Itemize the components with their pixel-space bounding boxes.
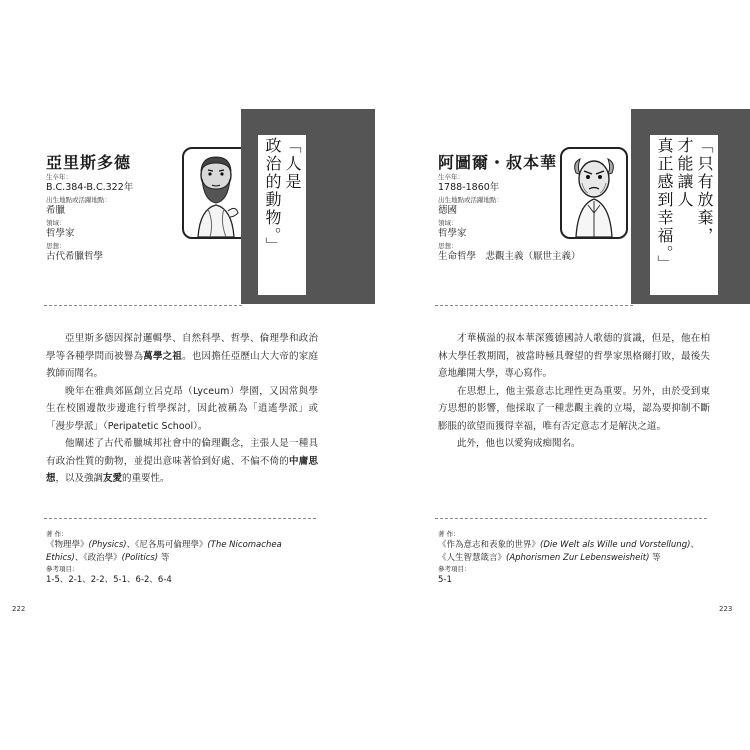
divider-top (435, 305, 633, 306)
references (438, 529, 718, 587)
ref-value: 1-5、2-1、2-2、5-1、6-2、6-4 (46, 575, 172, 585)
ref-label: 參考項目： (438, 565, 471, 573)
para3-bold-2: 友愛 (103, 473, 123, 484)
divider-bottom (44, 518, 316, 519)
philosopher-name: 亞里斯多德 (46, 153, 132, 172)
field-label: 領域： (438, 219, 458, 227)
page-number: 222 (12, 605, 26, 613)
body-text (46, 330, 318, 488)
works-suffix: 等 (158, 552, 170, 563)
school-label: 思想： (46, 242, 66, 250)
paragraph-2: 在思想上，他主張意志比理性更為重要。另外，由於受到東方思想的影響，他採取了一種悲觀主義的立場，認為要抑制不斷膨脹的欲望而獲得幸福，唯有否定意志才是解決之道。 (438, 385, 710, 432)
work-1-en: (Physics) (88, 540, 127, 550)
work-2: 、《尼各馬可倫理學》 (126, 540, 208, 550)
born-label: 生卒年： (46, 173, 72, 181)
aristotle-portrait-icon (184, 149, 248, 237)
ref-label: 參考項目： (46, 565, 79, 573)
school-value: 古代希臘哲學 (46, 251, 104, 262)
paragraph-3: 此外，他也以愛狗成痴聞名。 (457, 438, 581, 449)
para1-text: 亞里斯多德因探討邏輯學、自然科學、哲學、倫理學和政治學等各種學問而被譽為 (46, 333, 318, 362)
paragraph-2: 晚年在雅典郊區創立呂克昂（Lyceum）學園，又因常與學生在校園邊散步邊進行哲學探討，因此被稱為「逍遙學派」或「漫步學派」（Peripatetic School）。 (46, 385, 318, 432)
para3-text: 他闡述了古代希臘城邦社會中的倫理觀念，主張人是一種具有政治性質的動物，並提出意味著恰到好處、不偏不倚的 (46, 438, 318, 467)
aristotle-portrait (182, 147, 250, 239)
born-value: B.C.384-B.C.322年 (46, 182, 134, 193)
right-page (375, 0, 750, 750)
work-1: 《物理學》 (46, 540, 89, 550)
field-value: 哲學家 (438, 228, 467, 239)
quote-line-3: 真正感到幸福。」 (655, 137, 674, 273)
works-value (438, 539, 718, 564)
para1-bold: 萬學之祖 (143, 350, 183, 362)
born-value: 1788-1860年 (438, 182, 500, 193)
place-value: 希臘 (46, 205, 66, 216)
quote-line-1: 「人是 (283, 137, 302, 191)
place-value: 德國 (438, 205, 458, 216)
school-value: 生命哲學 悲觀主義（厭世主義） (438, 251, 581, 262)
school-label: 思想： (438, 242, 458, 250)
philosopher-meta (46, 173, 166, 265)
divider-top (44, 305, 242, 306)
divider-bottom (435, 518, 707, 519)
references (46, 529, 321, 587)
field-value: 哲學家 (46, 228, 75, 239)
quote-line-2: 政治的動物。」 (263, 137, 282, 255)
page-number: 223 (719, 605, 733, 613)
work-1-sep: 、 (690, 540, 699, 550)
quote-line-2: 才能讓人 (675, 137, 694, 209)
born-label: 生卒年： (438, 173, 464, 181)
quote (258, 135, 306, 295)
place-label: 出生地點或活躍地點： (438, 196, 503, 204)
work-2: 《人生智慧箴言》 (438, 552, 507, 563)
work-3: 、《政治學》 (74, 552, 122, 563)
para1-text-end: 。也因擔任亞歷山大大帝的家庭教師而聞名。 (46, 350, 318, 379)
work-1: 《作為意志和表象的世界》 (438, 540, 541, 550)
works-label: 著 作： (438, 530, 460, 538)
paragraph-1: 才華橫溢的叔本華深獲德國詩人歌德的賞識，但是，他在柏林大學任教期間，被當時極具聲望的哲學家黑格爾打敗，最後失意地離開大學，專心寫作。 (438, 333, 710, 379)
field-label: 領域： (46, 219, 66, 227)
schopenhauer-portrait-icon (562, 149, 626, 237)
para3-bold: 中庸思想 (46, 455, 318, 484)
body-text (438, 330, 710, 453)
works-value (46, 539, 321, 564)
quote-line-1: 「只有放棄， (695, 137, 714, 245)
place-label: 出生地點或活躍地點： (46, 196, 111, 204)
works-suffix: 等 (649, 552, 661, 563)
work-2-en: (Aphorismen Zur Lebensweisheit) (506, 552, 650, 563)
philosopher-name: 阿圖爾・叔本華 (438, 153, 558, 172)
work-3-en: (Politics) (121, 552, 159, 563)
para3-text-mid: ，以及強調 (55, 473, 104, 484)
works-label: 著 作： (46, 530, 68, 538)
work-1-en: (Die Welt als Wille und Vorstellung) (540, 540, 691, 550)
para3-text-end: 的重要性。 (122, 473, 170, 484)
quote (650, 135, 718, 295)
schopenhauer-portrait (560, 147, 628, 239)
ref-value: 5-1 (438, 575, 452, 585)
paragraph-1 (46, 330, 318, 383)
work-2-en: (The Nicomachea Ethics) (46, 540, 282, 563)
paragraph-3 (46, 435, 318, 488)
